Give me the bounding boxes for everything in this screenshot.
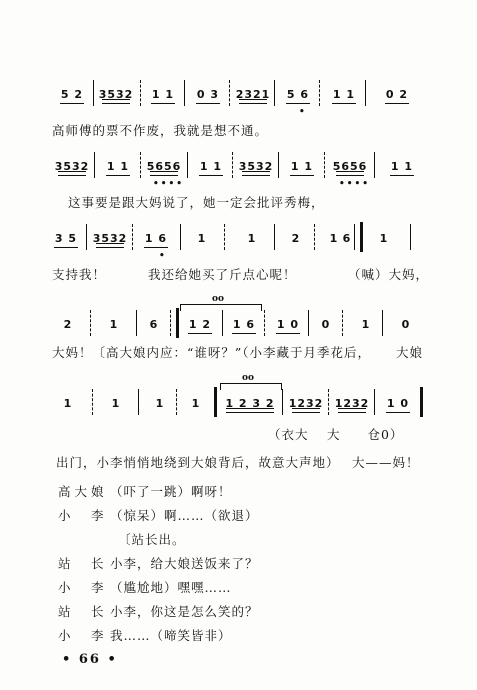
barline: [324, 152, 325, 178]
measure-5: 1: [247, 232, 257, 245]
low-octave-dots: ••••: [153, 179, 185, 189]
barline: [187, 152, 188, 178]
barline: [94, 152, 95, 178]
lyric-line-1: 高师傅的票不作废，我就是想不通。: [52, 123, 269, 138]
end-barline: [420, 387, 423, 417]
measure-6: 1232: [286, 397, 326, 410]
measure-8: 1: [361, 318, 371, 331]
barline: [382, 310, 383, 336]
notation-row-1: [52, 88, 424, 117]
measure-9: 0: [401, 318, 411, 331]
low-octave-dots: •: [159, 251, 167, 261]
measure-5: 2321: [233, 88, 273, 101]
barline: [90, 310, 91, 336]
barline: [170, 310, 171, 336]
dialogue-text: 我……（啼笑皆非）: [110, 628, 232, 643]
dialogue-text: （惊呆）啊……（欲退）: [110, 508, 259, 523]
speaker-name: 小 李: [58, 580, 108, 595]
barline: [93, 80, 94, 106]
measure-1: 1: [63, 397, 73, 410]
barline: [314, 224, 315, 250]
fermata-mark: oo: [242, 373, 255, 383]
measure-7: 5656: [330, 160, 370, 173]
slur-bracket: [220, 383, 282, 390]
measure-6: 5 6: [278, 88, 318, 101]
measure-2: 3532: [96, 88, 136, 101]
lyric-line-5-end: 大——妈！: [352, 455, 420, 470]
measure-8: 1 1: [382, 160, 422, 173]
measure-8: 1 0: [378, 397, 418, 410]
barline: [274, 80, 275, 106]
repeat-barline: [214, 387, 217, 417]
notation-row-3: [52, 232, 424, 261]
lyric-a: 支持我！: [52, 267, 107, 282]
measure-1: 2: [63, 318, 73, 331]
measure-7: 0: [321, 318, 331, 331]
barline: [264, 310, 265, 336]
measure-4: 1: [197, 232, 207, 245]
measure-1: 3532: [52, 160, 92, 173]
percussion-line: （衣大 大 仓0）: [268, 427, 404, 442]
barline: [229, 80, 230, 106]
measure-4: 1 1: [191, 160, 231, 173]
measure-9: 1: [379, 232, 389, 245]
measure-7: 1: [329, 232, 339, 245]
barline: [410, 224, 411, 250]
page-number: • 66 •: [62, 652, 118, 667]
measure-5: 1 6: [224, 318, 264, 331]
barline: [138, 389, 139, 415]
measure-6: 2: [291, 232, 301, 245]
low-octave-dots: •: [299, 107, 307, 117]
measure-1: 5 2: [52, 88, 92, 101]
speaker-name: 小 李: [58, 508, 108, 523]
lyric-line-2: 这事要是跟大妈说了，她一定会批评秀梅，: [68, 195, 325, 210]
barline: [308, 310, 309, 336]
barline: [140, 152, 141, 178]
barline: [222, 310, 223, 336]
measure-2: 3532: [90, 232, 130, 245]
barline: [232, 152, 233, 178]
slur-bracket: [180, 304, 262, 311]
dialogue-text: 〔站长出。: [118, 532, 186, 547]
measure-5: 3532: [236, 160, 276, 173]
barline: [136, 310, 137, 336]
measure-4: 1: [191, 397, 201, 410]
measure-6: 1 1: [282, 160, 322, 173]
dialogue-text: 小李，你这是怎么笑的？: [110, 604, 259, 619]
dialogue-text: 小李，给大娘送饭来了？: [110, 556, 259, 571]
barline: [319, 80, 320, 106]
barline: [365, 80, 366, 106]
measure-2: 1: [111, 397, 121, 410]
barline: [140, 80, 141, 106]
measure-3: 5656: [144, 160, 184, 173]
barline: [278, 152, 279, 178]
measure-4: 1 2: [180, 318, 220, 331]
lyric-line-5: 出门，小李悄悄地绕到大娘背后，故意大声地）: [56, 455, 340, 470]
barline: [184, 80, 185, 106]
speaker-name: 小 李: [58, 628, 108, 643]
notation-row-2: [52, 160, 424, 189]
measure-3: 1: [155, 397, 165, 410]
speaker-name: 站 长: [58, 556, 108, 571]
measure-1: 3 5: [46, 232, 86, 245]
measure-2: 1: [109, 318, 119, 331]
barline: [374, 152, 375, 178]
lyric-b: 我还给她买了斤点心呢！: [148, 267, 297, 282]
speaker-name: 高大娘: [58, 484, 108, 499]
measure-5: 1 2 3 2: [220, 397, 280, 410]
measure-8: 6: [342, 232, 352, 245]
lyric-line-4: 大妈！〔高大娘内应：“谁呀？”（小李藏于月季花后，: [52, 345, 372, 360]
repeat-barline: [176, 308, 179, 338]
barline: [374, 389, 375, 415]
barline: [328, 389, 329, 415]
barline: [132, 224, 133, 250]
measure-7: 1 1: [324, 88, 364, 101]
lyric-c: （喊）大妈，: [348, 267, 430, 282]
measure-2: 1 1: [98, 160, 138, 173]
low-octave-dots: ••••: [339, 179, 371, 189]
barline: [86, 224, 87, 250]
fermata-mark: oo: [212, 294, 225, 304]
barline: [176, 389, 177, 415]
notation-row-5: [52, 373, 424, 417]
barline: [282, 389, 283, 415]
lyric-line-4-end: 大娘: [396, 345, 424, 360]
measure-3: 1 1: [143, 88, 183, 101]
barline: [180, 224, 181, 250]
measure-6: 1 0: [268, 318, 308, 331]
measure-8: 0 2: [377, 88, 417, 101]
measure-3: 1 6: [136, 232, 176, 245]
notation-row-4: [52, 294, 424, 338]
repeat-barline: [360, 222, 363, 252]
barline: [342, 310, 343, 336]
speaker-name: 站 长: [58, 604, 108, 619]
barline: [224, 224, 225, 250]
measure-4: 0 3: [188, 88, 228, 101]
barline: [274, 224, 275, 250]
measure-3: 6: [149, 318, 159, 331]
measure-7: 1232: [332, 397, 372, 410]
dialogue-text: （尴尬地）嘿嘿……: [110, 580, 232, 595]
lyric-line-3: [52, 265, 430, 285]
dialogue-text: （吓了一跳）啊呀！: [110, 484, 232, 499]
barline: [92, 389, 93, 415]
